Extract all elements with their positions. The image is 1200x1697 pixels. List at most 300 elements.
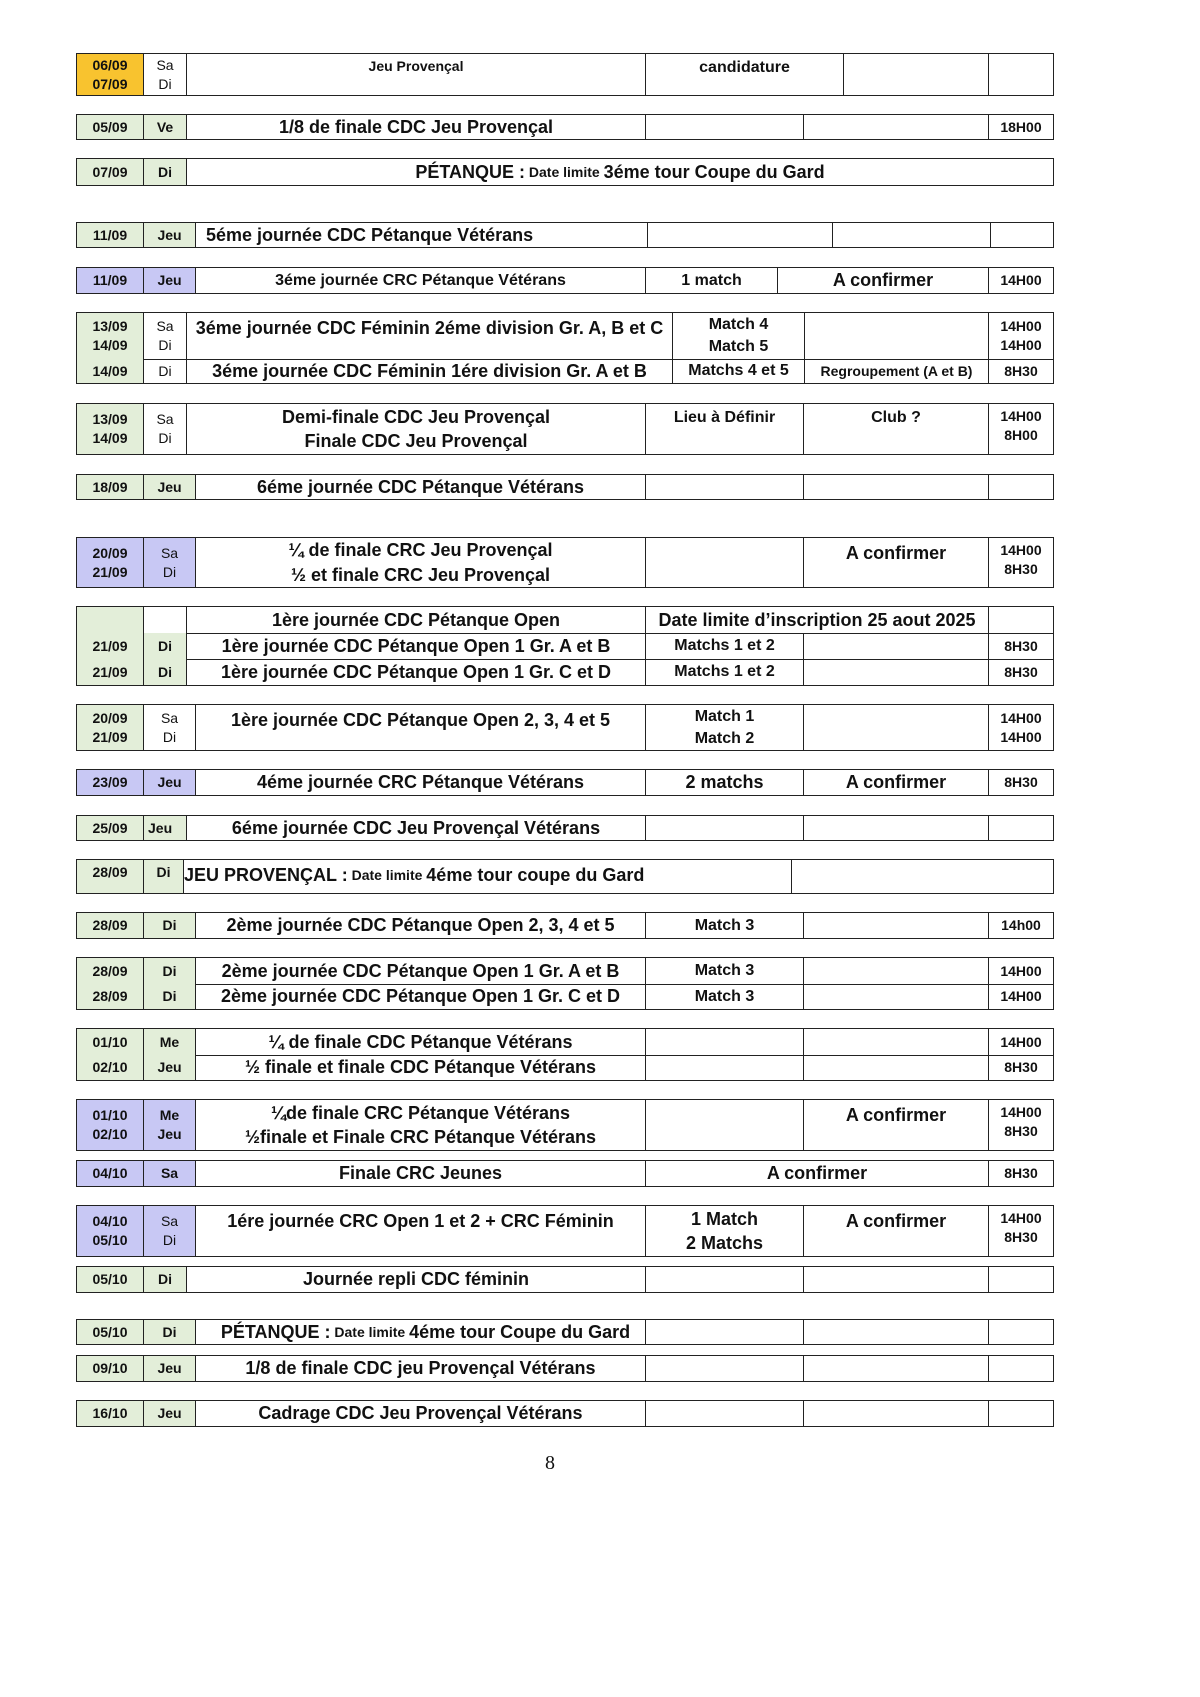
date: 21/09: [92, 663, 128, 680]
event-label: 4éme tour coupe du Gard: [426, 865, 645, 885]
info-label: Lieu à Définir: [673, 409, 776, 426]
event-label: 4éme tour Coupe du Gard: [409, 1321, 631, 1342]
date: 14/09: [92, 337, 128, 353]
date-cell: [77, 1161, 143, 1186]
date: 13/09: [92, 318, 128, 335]
note-cell: [803, 659, 988, 685]
event-label: 6éme journée CDC Jeu Provençal Vétérans: [231, 817, 601, 838]
event-label: Cadrage CDC Jeu Provençal Vétérans: [258, 1403, 583, 1424]
event-label: Journée repli CDC féminin: [302, 1269, 530, 1290]
day: Di: [158, 663, 172, 680]
date: 05/09: [92, 118, 128, 135]
day: Di: [158, 430, 172, 446]
event-cell: [195, 1029, 645, 1055]
event-label: ¼ de finale CRC Jeu Provençal: [288, 540, 553, 561]
event-label: ½ et finale CRC Jeu Provençal: [290, 564, 551, 585]
time-cell: [988, 1401, 1053, 1426]
event-cell: [186, 54, 645, 95]
day: Di: [162, 563, 177, 580]
event-label: 1ére journée CRC Open 1 et 2 + CRC Féminin: [227, 1211, 614, 1231]
date: 28/09: [92, 962, 128, 979]
note-cell: [777, 268, 988, 293]
info-cell: [645, 659, 803, 685]
date: 11/09: [92, 272, 128, 289]
info-cell: [645, 54, 843, 95]
info-cell: [645, 1055, 803, 1080]
schedule-row: [76, 815, 1054, 841]
date: 07/09: [92, 163, 128, 180]
schedule-row: [76, 1266, 1054, 1293]
day: Sa: [156, 56, 174, 73]
time-label: 18H00: [1000, 118, 1042, 135]
time-label: 14h00: [1001, 917, 1041, 934]
date: 02/10: [92, 1059, 128, 1076]
schedule-row: [76, 606, 1054, 686]
day: Ve: [156, 118, 174, 135]
date: 06/09: [92, 56, 128, 73]
page-number: 8: [545, 1452, 555, 1474]
date: 21/09: [92, 637, 128, 654]
info-cell: [645, 475, 803, 499]
time-label: 14H00: [1000, 1033, 1042, 1050]
date-cell: [77, 705, 143, 750]
info-label: Matchs 1 et 2: [674, 637, 775, 655]
day-cell: [143, 816, 186, 840]
event-label: Date limite: [330, 1323, 410, 1340]
time-cell: [988, 705, 1053, 750]
time-cell: [988, 1320, 1053, 1344]
event-label: Date limite: [525, 163, 604, 180]
note-cell: [803, 633, 988, 659]
date-cell: [77, 54, 143, 95]
time-label: 8H30: [1004, 1122, 1038, 1139]
day-cell: [143, 1100, 195, 1150]
date: 05/10: [92, 1232, 128, 1248]
event-label: 3éme journée CDC Féminin 1ére division Gr. A et B: [212, 360, 647, 381]
day: Di: [162, 962, 177, 979]
date-cell: [77, 1055, 143, 1080]
day-cell: [143, 770, 195, 795]
note-cell: [832, 223, 990, 247]
schedule-row: [76, 769, 1054, 796]
event-cell: [186, 607, 645, 633]
day-cell: [143, 1161, 195, 1186]
date-cell: [77, 159, 143, 185]
date: 05/10: [92, 1323, 128, 1340]
date: 28/09: [92, 988, 128, 1005]
note-cell: [803, 404, 988, 454]
time-label: 8H30: [1004, 560, 1038, 577]
day-cell: [143, 984, 195, 1009]
day: Jeu: [157, 1360, 182, 1377]
info-cell: [645, 816, 803, 840]
event-cell: [186, 633, 645, 659]
info-label: 2 Matchs: [685, 1233, 764, 1253]
info-label: Match 3: [694, 962, 755, 980]
date-cell: [77, 359, 143, 383]
date-cell: [77, 1320, 143, 1344]
schedule-row: [76, 114, 1054, 140]
day: Di: [158, 637, 172, 654]
event-cell: [195, 705, 645, 750]
time-cell: [988, 1206, 1053, 1256]
event-cell: [195, 1161, 645, 1186]
date: 14/09: [92, 430, 128, 446]
event-cell: [195, 913, 645, 938]
info-label: 2 matchs: [685, 772, 764, 793]
schedule-row: [76, 912, 1054, 939]
event-label: 3éme journée CDC Féminin 2éme division Gr. A, B et C: [195, 318, 664, 338]
time-label: 14H00: [1000, 542, 1042, 558]
event-label: 1ère journée CDC Pétanque Open 2, 3, 4 et 5: [230, 710, 611, 730]
note-cell: [803, 1055, 988, 1080]
schedule-row: [76, 53, 1054, 96]
day: Jeu: [157, 226, 182, 243]
date: 23/09: [92, 774, 128, 791]
note-label: A confirmer: [845, 1211, 947, 1231]
date-cell: [77, 633, 143, 659]
date-cell: [77, 607, 143, 633]
event-cell: [186, 404, 645, 454]
event-cell: [186, 1267, 645, 1292]
day: Jeu: [148, 819, 173, 836]
day-cell: [143, 607, 186, 633]
note-cell: [803, 816, 988, 840]
day-cell: [143, 1029, 195, 1055]
day: Di: [156, 864, 171, 880]
date: 11/09: [92, 226, 128, 243]
info-cell: [645, 1267, 803, 1292]
date-cell: [77, 115, 143, 139]
note-cell: [803, 1206, 988, 1256]
info-cell: [645, 633, 803, 659]
date-cell: [77, 538, 143, 587]
info-cell: [645, 1320, 803, 1344]
time-cell: [988, 1029, 1053, 1055]
event-cell: [195, 984, 645, 1009]
time-cell: [988, 404, 1053, 454]
event-cell: [195, 1401, 645, 1426]
date: 02/10: [92, 1126, 128, 1142]
date-cell: [77, 1356, 143, 1381]
event-label: ½ finale et finale CDC Pétanque Vétérans: [244, 1057, 597, 1078]
schedule-row: [76, 1355, 1054, 1382]
note-cell: [804, 359, 988, 383]
info-cell: [672, 359, 804, 383]
day: Sa: [160, 1165, 179, 1182]
event-label: 1/8 de finale CDC jeu Provençal Vétérans: [245, 1358, 596, 1379]
schedule-row: [76, 1400, 1054, 1427]
day-cell: [143, 159, 186, 185]
date: 04/10: [92, 1213, 128, 1230]
note-cell: [843, 54, 988, 95]
time-cell: [988, 1100, 1053, 1150]
event-label: ½finale et Finale CRC Pétanque Vétérans: [244, 1127, 597, 1147]
note-label: A confirmer: [832, 270, 934, 291]
event-cell: [195, 1206, 645, 1256]
time-label: 14H00: [1000, 988, 1042, 1005]
info-cell: [645, 404, 803, 454]
event-cell: [195, 1100, 645, 1150]
event-cell: [195, 268, 645, 293]
time-cell: [988, 633, 1053, 659]
event-label: Jeu Provençal: [368, 58, 464, 74]
event-label: JEU PROVENÇAL :: [184, 865, 348, 885]
time-label: 14H00: [1000, 272, 1042, 289]
event-label: Finale CDC Jeu Provençal: [304, 431, 528, 451]
date: 16/10: [92, 1405, 128, 1422]
date-cell: [77, 1029, 143, 1055]
date: 21/09: [92, 563, 128, 580]
note-cell: [803, 1267, 988, 1292]
event-cell: [195, 475, 645, 499]
note-cell: [803, 538, 988, 587]
day: Me: [159, 1107, 180, 1124]
day-cell: [143, 1401, 195, 1426]
time-cell: [988, 1055, 1053, 1080]
time-cell: [988, 54, 1053, 95]
note-label: Regroupement (A et B): [820, 362, 973, 379]
day-cell: [143, 475, 195, 499]
time-label: 8H30: [1004, 1228, 1038, 1245]
event-label: Finale CRC Jeunes: [338, 1163, 503, 1184]
time-label: 14H00: [1000, 1210, 1042, 1226]
time-cell: [988, 1267, 1053, 1292]
day-cell: [143, 1356, 195, 1381]
info-cell: [791, 860, 1053, 893]
schedule-row: [76, 474, 1054, 500]
day: Di: [158, 362, 172, 379]
info-cell: [672, 313, 804, 359]
info-cell: [645, 705, 803, 750]
info-label: Matchs 1 et 2: [674, 663, 775, 681]
time-label: 8H30: [1004, 1165, 1038, 1182]
day-cell: [143, 958, 195, 984]
event-cell: [195, 958, 645, 984]
info-cell: [647, 223, 832, 247]
schedule-row: [76, 403, 1054, 455]
time-cell: [988, 313, 1053, 359]
info-cell: [645, 913, 803, 938]
day-cell: [143, 1267, 186, 1292]
event-label: ¼de finale CRC Pétanque Vétérans: [270, 1102, 571, 1123]
schedule-row: [76, 1319, 1054, 1345]
day-cell: [143, 633, 186, 659]
schedule-row: [76, 267, 1054, 294]
info-label: A confirmer: [766, 1163, 868, 1184]
date-cell: [77, 913, 143, 938]
date: 20/09: [92, 709, 128, 726]
day: Jeu: [157, 1059, 182, 1076]
event-cell: [186, 359, 672, 383]
info-cell: [645, 984, 803, 1009]
note-cell: [803, 115, 988, 139]
info-cell: [645, 1401, 803, 1426]
day-cell: [143, 538, 195, 587]
day-cell: [143, 223, 195, 247]
info-label: 1 Match: [690, 1208, 759, 1229]
time-label: 14H00: [1000, 728, 1042, 745]
date: 14/09: [92, 362, 128, 379]
time-label: 14H00: [1000, 408, 1042, 424]
event-label: 1/8 de finale CDC Jeu Provençal: [278, 116, 554, 137]
time-label: 8H00: [1004, 426, 1038, 443]
info-label: candidature: [699, 59, 790, 76]
date: 09/10: [92, 1360, 128, 1377]
time-label: 14H00: [1000, 318, 1042, 335]
day-cell: [143, 404, 186, 454]
day: Me: [159, 1033, 180, 1050]
event-cell: [195, 1320, 645, 1344]
info-cell: [645, 770, 803, 795]
event-label: 2ème journée CDC Pétanque Open 2, 3, 4 et 5: [226, 915, 615, 936]
day: Jeu: [157, 774, 182, 791]
day: Di: [158, 1271, 172, 1288]
note-cell: [803, 1356, 988, 1381]
day: Sa: [160, 544, 179, 561]
time-cell: [990, 223, 1053, 247]
day-cell: [143, 1320, 195, 1344]
date-cell: [77, 475, 143, 499]
note-cell: [803, 770, 988, 795]
event-label: 2ème journée CDC Pétanque Open 1 Gr. A et B: [221, 960, 620, 981]
event-cell: [183, 860, 791, 893]
event-cell: [195, 223, 647, 247]
info-cell: [645, 1161, 988, 1186]
time-label: 14H00: [1000, 962, 1042, 979]
event-cell: [186, 816, 645, 840]
time-cell: [988, 816, 1053, 840]
schedule-row: [76, 957, 1054, 1010]
note-label: Club ?: [871, 409, 921, 426]
time-label: 8H30: [1004, 663, 1038, 680]
note-cell: [803, 958, 988, 984]
time-label: 8H30: [1004, 774, 1038, 791]
time-cell: [988, 659, 1053, 685]
event-label: 1ère journée CDC Pétanque Open 1 Gr. C et D: [220, 661, 612, 682]
date: 20/09: [92, 544, 128, 561]
day: Sa: [156, 411, 174, 428]
time-cell: [988, 268, 1053, 293]
date-cell: [77, 860, 143, 893]
schedule-row: [76, 158, 1054, 186]
note-cell: [803, 1320, 988, 1344]
info-cell: [645, 1100, 803, 1150]
day: Di: [158, 75, 172, 92]
event-cell: [186, 115, 645, 139]
date: 28/09: [92, 864, 128, 880]
info-cell: [645, 115, 803, 139]
note-cell: [803, 1401, 988, 1426]
note-cell: [803, 913, 988, 938]
time-label: 14H00: [1000, 1104, 1042, 1120]
event-label: 4éme journée CRC Pétanque Vétérans: [256, 772, 585, 793]
event-cell: [186, 659, 645, 685]
event-cell: [186, 313, 672, 359]
time-cell: [988, 984, 1053, 1009]
day: Di: [162, 1323, 177, 1340]
day: Di: [162, 1232, 177, 1248]
date-cell: [77, 313, 143, 359]
note-cell: [803, 984, 988, 1009]
time-label: 8H30: [1004, 637, 1038, 654]
info-label: Match 2: [694, 729, 755, 747]
date-cell: [77, 1267, 143, 1292]
info-cell: [645, 1029, 803, 1055]
event-cell: [195, 538, 645, 587]
time-label: 8H30: [1004, 362, 1038, 379]
info-label: Date limite d’inscription 25 aout 2025: [658, 609, 976, 630]
date-cell: [77, 1401, 143, 1426]
day-cell: [143, 860, 183, 893]
schedule-row: [76, 704, 1054, 751]
day: Di: [162, 917, 177, 934]
date: 25/09: [92, 819, 128, 836]
note-cell: [803, 705, 988, 750]
date-cell: [77, 770, 143, 795]
schedule-row: [76, 1099, 1054, 1151]
day: Jeu: [157, 1405, 182, 1422]
event-label: Demi-finale CDC Jeu Provençal: [281, 406, 551, 427]
note-label: A confirmer: [845, 543, 947, 563]
event-label: PÉTANQUE :: [220, 1321, 331, 1342]
time-cell: [988, 538, 1053, 587]
day: Sa: [156, 318, 174, 335]
day-cell: [143, 659, 186, 685]
info-cell: [645, 268, 777, 293]
time-cell: [988, 1356, 1053, 1381]
day-cell: [143, 313, 186, 359]
day: Di: [162, 988, 177, 1005]
schedule-row: [76, 222, 1054, 248]
event-label: ¼ de finale CDC Pétanque Vétérans: [268, 1031, 573, 1052]
info-cell: [645, 607, 988, 633]
time-label: 14H00: [1000, 709, 1042, 726]
day: Di: [162, 728, 177, 745]
info-label: Matchs 4 et 5: [688, 362, 789, 380]
time-label: 8H30: [1004, 1059, 1038, 1076]
day: Jeu: [157, 272, 182, 289]
date-cell: [77, 268, 143, 293]
note-cell: [804, 313, 988, 359]
note-cell: [803, 475, 988, 499]
event-label: 3éme journée CRC Pétanque Vétérans: [275, 271, 566, 289]
event-label: PÉTANQUE :: [415, 161, 526, 182]
time-cell: [988, 770, 1053, 795]
event-cell: [195, 1055, 645, 1080]
time-cell: [988, 607, 1053, 633]
info-label: Match 5: [708, 338, 769, 355]
schedule-row: [76, 1160, 1054, 1187]
event-cell: [195, 770, 645, 795]
schedule-row: [76, 312, 1054, 384]
time-cell: [988, 913, 1053, 938]
date: 01/10: [92, 1033, 128, 1050]
day: Sa: [160, 709, 179, 726]
note-cell: [803, 1029, 988, 1055]
info-label: Match 3: [694, 916, 755, 934]
time-cell: [988, 958, 1053, 984]
time-cell: [988, 475, 1053, 499]
date-cell: [77, 659, 143, 685]
event-label: 6éme journée CDC Pétanque Vétérans: [256, 476, 585, 497]
info-label: Match 4: [708, 316, 769, 334]
schedule-row: [76, 1205, 1054, 1257]
date-cell: [77, 404, 143, 454]
note-cell: [803, 1100, 988, 1150]
event-label: 5éme journée CDC Pétanque Vétérans: [206, 224, 534, 245]
info-cell: [645, 958, 803, 984]
